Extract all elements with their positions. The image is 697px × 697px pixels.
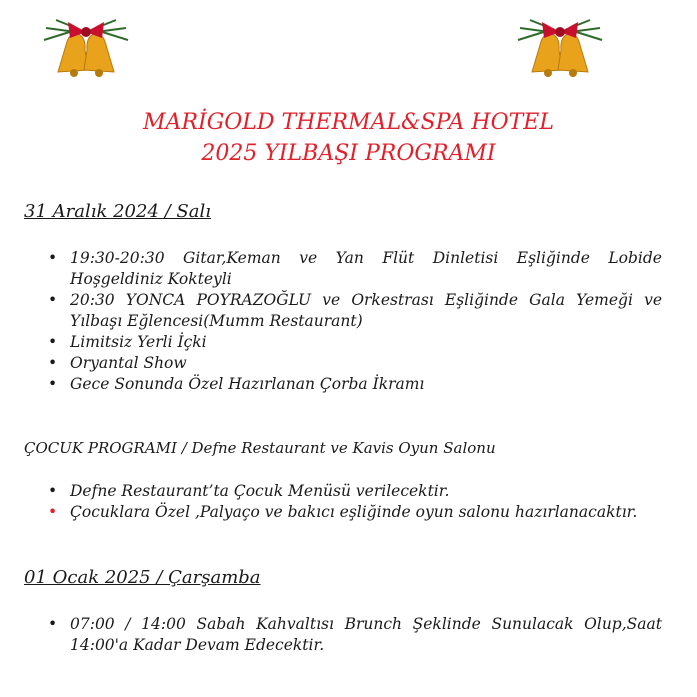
program-title: 2025 YILBAŞI PROGRAMI xyxy=(201,141,496,166)
list-item: • Oryantal Show xyxy=(24,353,662,374)
hotel-title: MARİGOLD THERMAL&SPA HOTEL xyxy=(143,110,554,135)
list-item: • Limitsiz Yerli İçki xyxy=(24,332,662,353)
kids-heading: ÇOCUK PROGRAMI / Defne Restaurant ve Kavis Oyun Salonu xyxy=(24,439,496,457)
list-item: • 07:00 / 14:00 Sabah Kahvaltısı Brunch Şeklinde Sunulacak Olup,Saat 14:00'a Kadar Devam Edecektir. xyxy=(24,614,662,656)
list-item: • Çocuklara Özel ,Palyaço ve bakıcı eşliğinde oyun salonu hazırlanacaktır. xyxy=(24,502,662,523)
day2-list xyxy=(24,614,662,656)
day1-heading: 31 Aralık 2024 / Salı xyxy=(24,201,211,222)
list-item: • Defne Restaurant’ta Çocuk Menüsü verilecektir. xyxy=(24,481,662,502)
christmas-bells-icon xyxy=(510,10,610,90)
list-item: • 19:30-20:30 Gitar,Keman ve Yan Flüt Dinletisi Eşliğinde Lobide Hoşgeldiniz Kokteyli xyxy=(24,248,662,290)
day1-list xyxy=(24,248,662,395)
kids-list xyxy=(24,481,662,523)
list-item: • Gece Sonunda Özel Hazırlanan Çorba İkramı xyxy=(24,374,662,395)
list-item: • 20:30 YONCA POYRAZOĞLU ve Orkestrası Eşliğinde Gala Yemeği ve Yılbaşı Eğlencesi(Mumm Restaurant) xyxy=(24,290,662,332)
christmas-bells-icon xyxy=(36,10,136,90)
day2-heading: 01 Ocak 2025 / Çarşamba xyxy=(24,567,261,588)
